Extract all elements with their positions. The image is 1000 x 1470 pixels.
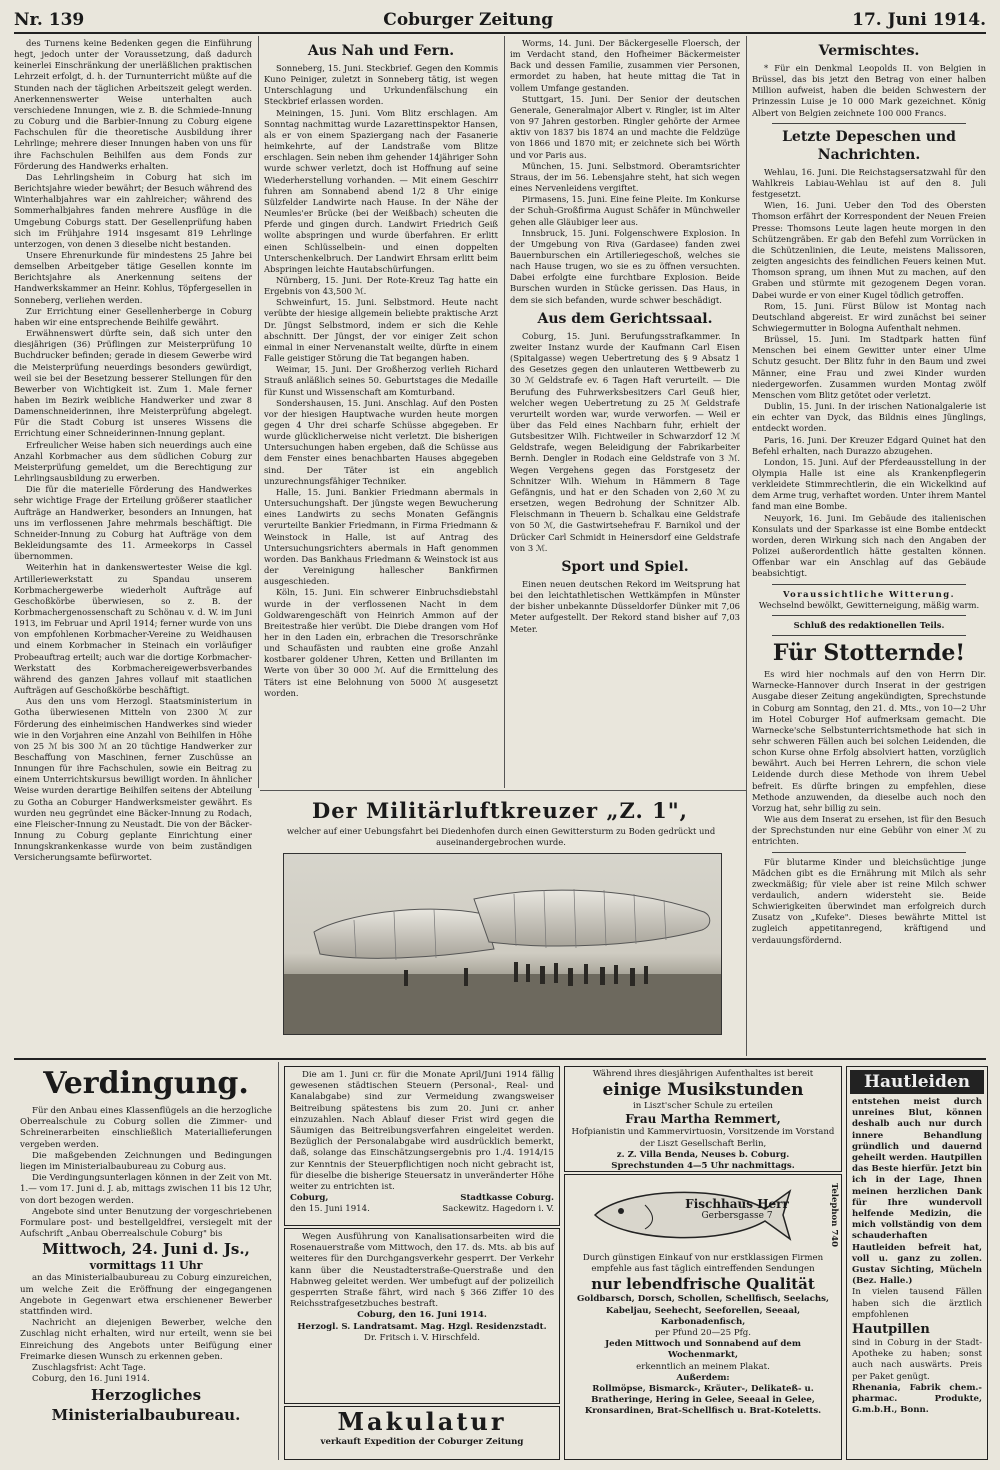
- ad-date: Mittwoch, 24. Juni d. Js.,: [42, 1240, 250, 1259]
- newspaper-title: Coburger Zeitung: [383, 10, 554, 30]
- feature-caption: welcher auf einer Uebungsfahrt bei Diedenhofen durch einen Gewittersturm zu Boden gedrückt und auseinandergebrochen wurde.: [286, 826, 716, 847]
- ad-time: vormittags 11 Uhr: [89, 1259, 203, 1273]
- divider: [772, 615, 966, 616]
- article-paragraph: Zur Errichtung einer Gesellenherberge in Coburg haben wir eine entsprechende Beihilfe gewährt.: [14, 305, 252, 327]
- column-rule: [258, 36, 259, 788]
- ad-hours: Sprechstunden 4—5 Uhr nachmittags.: [611, 1161, 795, 1172]
- ad-paragraph: In vielen tausend Fällen haben sich die ärztlich empfohlenen: [852, 1287, 982, 1320]
- ad-paragraph: Für den Anbau eines Klassenflügels an die herzogliche Oberrealschule zu Coburg sollen die Zimmer- und Schreinerarbeiten einschließlich Materiallieferungen vergeben werden.: [20, 1106, 272, 1150]
- ad-footer: [290, 1204, 554, 1215]
- article-paragraph: Unsere Ehrenurkunde für mindestens 25 Jahre bei demselben Arbeitgeber tätige Gesellen konnte im Berichtsjahre als Anerkennung seitens der Handwerkskammer an Heinr. Kohlus, Töpfergesellen in Sonneberg, verliehen werden.: [14, 249, 252, 305]
- ad-line: Rollmöpse, Bismarck-, Kräuter-, Delikateß- u. Bratheringe, Hering in Gelee, Seeaal in Gelee, Kronsardinen, Brat-Schellfisch u. Brat-Koteletts.: [584, 1384, 822, 1417]
- notice-paragraph: Es wird hier nochmals auf den von Herrn Dir. Warnecke-Hannover durch Inserat in der gestrigen Ausgabe dieser Zeitung angekündigten, Sprechstunde in Coburg am Sonntag, den 21. d. Mts., von 10—2 Uhr im Hotel Coburger Hof aufmerksam gemacht. Die Warnecke'sche Selbstunterrichtsmethode hat sich in sehr schweren Fällen auch bei solchen Leidenden, die schon Kurse ohne Erfolg absolviert hatten, vorzüglich bewährt. Auch bei Herren Lehrern, die schon viele Leidende durch diese Methode von ihrem Uebel befreit. Es dürfte bringen zu empfehlen, diese Methode anzuwenden, da dieselbe auch noch den Vorzug hat, sehr billig zu sein.: [752, 669, 986, 813]
- ad-sign: Sackewitz. Hagedorn i. V.: [442, 1204, 554, 1215]
- ad-line: Jeden Mittwoch und Sonnabend auf dem Wochenmarkt,: [605, 1339, 801, 1361]
- article-paragraph: Weiterhin hat in dankenswertester Weise die kgl. Artilleriewerkstatt zu Spandau unserem Korbmachergewerbe wiederholt Aufträge auf Geschoßkörbe überwiesen, so z. B. der Korbmachergenossenschaft zu Schönau v. d. W. im Juni 1913, im Februar und April 1914; ferner wurde von uns von empfohlenen Korbmacher-Vereine zu Weidhausen und einem Korbmacher in Steinach ein vorläufiger Probeauftrag erteilt; auch war die dortige Korbmacher-Werkstatt des Korbmachereigewerbsverbandes während des ganzen Jahres vollauf mit staatlichen Aufträgen auf Geschoßkörbe beschäftigt.: [14, 562, 252, 696]
- news-item: Halle, 15. Juni. Bankier Friedmann abermals in Untersuchungshaft. Der jüngste wegen Bewucherung eines Landwirts zu sechs Monaten Gefängnis verurteilte Bankier Friedmann, in Firma Friedmann & Weinstock in Halle, ist auf Antrag des Untersuchungsrichters abermals in Haft genommen worden. Das Bankhaus Friedmann & Weinstock ist aus der Vereinigung hallescher Bankfirmen ausgeschieden.: [264, 486, 498, 587]
- ad-hautleiden: [846, 1066, 988, 1460]
- zeppelin-wreck-illustration: [284, 854, 721, 1034]
- news-item: Pirmasens, 15. Juni. Eine feine Pleite. Im Konkurse der Schuh-Großfirma August Schäfer in Münchweiler gehen alle Gläubiger leer aus.: [510, 194, 740, 227]
- news-item: Wien, 16. Juni. Ueber den Tod des Obersten Thomson erfährt der Korrespondent der Neuen Freien Presse: Thomsons Leute lagen heute morgen in den Schützengräben. Er gab den Befehl zum Vorrücken in die Schützenlinien, die Leute, meistens Malissoren, zeigten angesichts des feindlichen Feuers keinen Mut. Thomson sprang, um ihnen Mut zu machen, auf den Graben und stürmte mit gezogenem Degen voran. Dabei wurde er von einer Kugel tödlich getroffen.: [752, 200, 986, 300]
- news-item: * Für ein Denkmal Leopolds II. von Belgien in Brüssel, das bis jetzt den Betrag von einer halben Million aufweist, haben die beiden Schwestern der Prinzessin Luise je 10 000 Mark gezeichnet. König Albert von Belgien zeichnete 100 000 Francs.: [752, 63, 986, 118]
- shop-phone: Telephon 740: [829, 1183, 839, 1248]
- masthead: [14, 8, 986, 34]
- divider: [772, 852, 966, 853]
- court-item: Coburg, 15. Juni. Berufungsstrafkammer. In zweiter Instanz wurde der Kaufmann Carl Eisen (Spitalgasse) wegen Uebertretung des § 9 Absatz 1 des Gesetzes gegen den unlauteren Wettbewerb zu 30 ℳ Geldstrafe ev. 6 Tagen Haft verurteilt. — Die Berufung des Fuhrwerksbesitzers Carl Geuß hier, welcher wegen Uebertretung zu 25 ℳ Geldstrafe verurteilt worden war, wurde verworfen. — Weil er über das Feld eines Nachbarn fuhr, erhielt der Gutsbesitzer Wilh. Fichtweiler in Schwarzdorf 12 ℳ Geldstrafe, wegen Beleidigung der Fabrikarbeiter Bernh. Dengler in Rodach eine Geldstrafe von 3 ℳ. Wegen Vergehens gegen das Forstgesetz der Schnitzer Wilh. Wiehum in Hämmern 8 Tage Gefängnis, und hat er den Schaden von 2,60 ℳ zu ersetzen, wegen Bedrohung der Schnitzer Alb. Fleischmann in Theuern b. Schalkau eine Geldstrafe von 50 ℳ, die Gastwirtsehefrau F. Barnikol und der Drücker Carl Schmidt in Heinersdorf eine Geldstrafe von 3 ℳ.: [510, 330, 740, 553]
- ad-date: den 15. Juni 1914.: [290, 1204, 370, 1215]
- ad-name: Frau Martha Remmert,: [625, 1112, 781, 1127]
- news-item: Wehlau, 16. Juni. Die Reichstagsersatzwahl für den Wahlkreis Labiau-Wehlau ist auf den 8. Juli festgesetzt.: [752, 166, 986, 200]
- column-1: [14, 38, 252, 1054]
- issue-date: 17. Juni 1914.: [852, 10, 986, 30]
- ad-line: Durch günstigen Einkauf von nur erstklassigen Firmen empfehle aus fast täglich eintreffenden Sendungen: [582, 1253, 824, 1275]
- news-item: Rom, 15. Juni. Fürst Bülow ist Montag nach Deutschland abgereist. Er wird zunächst bei seiner Schwiegermutter in Bologna Aufenthalt nehmen.: [752, 300, 986, 333]
- news-item: London, 15. Juni. Auf der Pferdeausstellung in der Olympia Halle ist eine als Krankenpflegerin verkleidete Stimmrechtlerin, die ein Wickelkind auf dem Arme trug, verhaftet worden. Unter ihrem Mantel fand man eine Bombe.: [752, 456, 986, 512]
- notice-paragraph: Für blutarme Kinder und bleichsüchtige junge Mädchen gibt es die Ernährung mit Milch als sehr zweckmäßig; für viele aber ist reine Milch schwer verdaulich, andern widersteht sie. Beide Schwierigkeiten überwindet man erfolgreich durch Zusatz von „Kufeke". Dieses bewährte Mittel ist zugleich appetitanregend, kräftigend und verdauungsfördernd.: [752, 856, 986, 945]
- column-4: [752, 38, 986, 1054]
- ad-line: Außerdem:: [676, 1372, 730, 1383]
- weather-text: Wechselnd bewölkt, Gewitterneigung, mäßig warm.: [758, 599, 980, 610]
- ad-date: Coburg, den 16. Juni 1914.: [357, 1310, 487, 1321]
- zeppelin-photo: [283, 853, 722, 1035]
- news-item: Weimar, 15. Juni. Der Großherzog verlieh Richard Strauß anläßlich seines 50. Geburtstages die Medaille für Kunst und Wissenschaft am Komturband.: [264, 364, 498, 397]
- divider: [772, 123, 966, 124]
- ad-steuern: [284, 1066, 560, 1226]
- ad-paragraph: Die maßgebenden Zeichnungen und Bedingungen liegen im Ministerialbaubureau zu Coburg aus.: [20, 1150, 272, 1173]
- ads-rule: [14, 1058, 986, 1060]
- ad-sign: Dr. Fritsch i. V. Hirschfeld.: [363, 1332, 480, 1343]
- ad-paragraph: Wegen Ausführung von Kanalisationsarbeiten wird die Rosenauerstraße vom Mittwoch, den 17. ds. Mts. ab bis auf weiteres für den Durchgangsverkehr gesperrt. Der Verkehr kann über die Neustadterstraße-Querstraße und den Habnweg geleitet werden. Wer umbefugt auf der polizeilich gesperrten Straße fährt, wird nach § 366 Ziffer 10 des Reichsstrafgesetzbuches bestraft.: [290, 1232, 554, 1310]
- ad-fischhaus: [564, 1174, 842, 1460]
- feature-rule: [260, 790, 746, 791]
- ad-makulatur: [284, 1406, 560, 1460]
- article-paragraph: Erfreulicher Weise haben sich neuerdings auch eine Anzahl Korbmacher aus dem südlichen Coburg zur Meisterprüfung gemeldet, um die Berechtigung zur Lehrlingsausbildung zu erwerben.: [14, 439, 252, 484]
- ad-paragraph: entstehen meist durch unreines Blut, können deshalb auch nur durch innere Behandlung gründlich und dauernd geheilt werden. Hautpillen das Beste hierfür. Jetzt bin ich in der Lage, Ihnen meinen herzlichen Dank für Ihre wundervoll helfende Medizin, die mich vollständig von dem schauderhaften Hautleiden befreit hat, voll u. ganz zu zollen. Gustav Sichting, Mücheln (Bez. Halle.): [852, 1097, 982, 1287]
- ad-verdingung: [14, 1062, 279, 1460]
- ad-title: Makulatur: [337, 1407, 507, 1436]
- news-item: Brüssel, 15. Juni. Im Stadtpark hatten fünf Menschen bei einem Gewitter unter einer Ulme Schutz gesucht. Der Blitz fuhr in den Baum und zwei Männer, eine Frau und zwei Kinder wurden niedergeworfen. Zusammen wurden Montag zwölf Menschen vom Blitz getötet oder verletzt.: [752, 334, 986, 400]
- ad-price: per Pfund 20—25 Pfg.: [654, 1328, 752, 1339]
- news-item: München, 15. Juni. Selbstmord. Oberamtsrichter Straus, der im 56. Lebensjahre steht, hat sich wegen eines Nervenleidens vergiftet.: [510, 160, 740, 194]
- column-rule: [746, 36, 747, 1056]
- section-heading-vermischtes: Vermischtes.: [818, 43, 920, 59]
- divider: [772, 635, 966, 636]
- notice-paragraph: Wie aus dem Inserat zu ersehen, ist für den Besuch der Sprechstunden nur eine Gebühr von einer ℳ zu entrichten.: [752, 814, 986, 847]
- article-paragraph: Das Lehrlingsheim in Coburg hat sich im Berichtsjahre wieder bewährt; der Besuch während des Winterhalbjahres war ein zahlreicher; während des Sommerhalbjahres fanden mehrere Ausflüge in die Umgebung Coburgs statt. Der Gesellenprüfung haben sich im Frühjahre 1914 insgesamt 819 Lehrlinge unterzogen, von denen 3 dieselbe nicht bestanden.: [14, 171, 252, 249]
- editorial-end-note: Schluß des redaktionellen Teils.: [793, 619, 945, 630]
- ad-line: Hofpianistin und Kammervirtuosin, Vorsitzende im Vorstand der Liszt Gesellschaft Berlin,: [571, 1127, 835, 1149]
- ad-title: Hautleiden: [850, 1070, 984, 1094]
- article-paragraph: Die für die materielle Förderung des Handwerkes sehr wichtige Frage der Erteilung größerer staatlicher Aufträge an Handwerker, besonders an Innungen, hat uns im verflossenen Jahre mehrmals beschäftigt. Die Schneider-Innung zu Coburg hat Aufträge von dem Bekleidungsamte des 11. Armeekorps in Cassel übernommen.: [14, 484, 252, 562]
- column-2: [264, 38, 498, 786]
- news-item: Paris, 16. Juni. Der Kreuzer Edgard Quinet hat den Befehl erhalten, nach Durazzo abzugehen.: [752, 434, 986, 456]
- column-rule: [504, 36, 505, 788]
- ad-title: nur lebendfrische Qualität: [591, 1275, 815, 1294]
- ad-paragraph: Zuschlagsfrist: Acht Tage.: [32, 1363, 146, 1374]
- section-heading-gerichtssaal: Aus dem Gerichtssaal.: [537, 310, 713, 327]
- section-heading-aus-nah-und-fern: Aus Nah und Fern.: [307, 43, 455, 59]
- news-item: Meiningen, 15. Juni. Vom Blitz erschlagen. Am Sonntag nachmittag wurde Lazarettinspektor Hansen, als er von einem Spaziergang nach der Fasanerie heimkehrte, auf der Landstraße vom Blitze erschlagen. Sein neben ihm gehender 14jähriger Sohn wurde schwer verletzt, doch ist Hoffnung auf seine Wiederherstellung vorhanden. — Mit einem Geschirr fuhren am Sonnabend abend 1/2 8 Uhr einige Sülzfelder Landwirte nach Hause. In der Nähe der Neumles'er Brücke (bei der Weißbach) scheuten die Pferde und gingen durch. Landwirt Friedrich Geiß wollte abspringen und wurde überfahren. Er erlitt einen Schlüsselbein- und einen doppelten Unterschenkelbruch. Der Landwirt Ehrsam erlitt beim Abspringen leichte Hautabschürfungen.: [264, 107, 498, 274]
- section-heading-depeschen: Letzte Depeschen und Nachrichten.: [782, 128, 956, 163]
- ad-address: z. Z. Villa Benda, Neuses b. Coburg.: [616, 1149, 790, 1160]
- ad-sign: Herzogl. S. Landratsamt. Mag. Hzgl. Residenzstadt.: [297, 1321, 547, 1332]
- ad-line: verkauft Expedition der Coburger Zeitung: [320, 1437, 524, 1447]
- ad-paragraph: sind in Coburg in der Stadt-Apotheke zu haben; sonst auch nach auswärts. Preis per Paket genügt.: [852, 1338, 982, 1382]
- news-item: Nürnberg, 15. Juni. Der Rote-Kreuz Tag hatte ein Ergebnis von 43,500 ℳ.: [264, 274, 498, 297]
- divider: [772, 584, 966, 585]
- ad-body: [14, 1106, 278, 1425]
- ad-paragraph: Die am 1. Juni cr. für die Monate April/Juni 1914 fällig gewesenen städtischen Steuern (Personal-, Real- und Kanalabgabe) sind zur Vermeidung zwangsweiser Beitreibung spätestens bis zum 20. Juni cr. anher einzuzahlen. Nach Ablauf dieser Frist wird gegen die Säumigen das Beitreibungsverfahren eingeleitet werden. Bezüglich der Personalabgabe wird ausdrücklich bemerkt, daß, solange das Einschätzungsergebnis pro 1./4. 1914/15 zur Kenntnis der Steuerpflichtigen noch nicht gebracht ist, für dieselbe die bisherige Steuersatz in unveränderter Höhe weiter zu entrichten ist.: [290, 1070, 554, 1193]
- ad-line: in Liszt'scher Schule zu erteilen: [633, 1101, 773, 1112]
- issue-number: Nr. 139: [14, 10, 85, 30]
- shop-name: Fischhaus Herr: [685, 1197, 789, 1211]
- news-item: Sonneberg, 15. Juni. Steckbrief. Gegen den Kommis Kuno Peiniger, zuletzt in Sonneberg tätig, ist wegen Unterschlagung und Urkundenfälschung ein Steckbrief erlassen worden.: [264, 63, 498, 107]
- section-heading-stotternde: Für Stotternde!: [772, 640, 966, 667]
- ad-footer: [290, 1193, 554, 1204]
- news-item: Stuttgart, 15. Juni. Der Senior der deutschen Generale, Generalmajor Albert v. Ringler, ist im Alter von 97 Jahren gestorben. Ringler gehörte der Armee aktiv von 1837 bis 1874 an und machte die Feldzüge von 1866 und 1870 mit; er zeichnete sich bei Wörth und vor Paris aus.: [510, 93, 740, 160]
- ad-title: Verdingung.: [43, 1066, 249, 1101]
- ad-place: Coburg,: [290, 1193, 329, 1204]
- ad-paragraph: Angebote sind unter Benutzung der vorgeschriebenen Formulare post- und bestellgeldfrei, versiegelt mit der Aufschrift „Anbau Oberrealschule Coburg" bis: [20, 1206, 272, 1240]
- ad-paragraph: Nachricht an diejenigen Bewerber, welche den Zuschlag nicht erhalten, wird nur erteilt, wenn sie bei Einreichung des Angebots unter Beifügung einer Freimarke diesen Wunsch zu erkennen geben.: [20, 1318, 272, 1362]
- news-item: Dublin, 15. Juni. In der irischen Nationalgalerie ist ein echter van Dyck, das Bildnis eines Jünglings, entdeckt worden.: [752, 401, 986, 434]
- ad-paragraph: an das Ministerialbaubureau zu Coburg einzureichen, um welche Zeit die Eröffnung der eingegangenen Angebote in Gegenwart etwa erschienener Bewerber stattfinden wird.: [20, 1273, 272, 1318]
- fish-shop-label: [685, 1197, 789, 1221]
- news-item: Schweinfurt, 15. Juni. Selbstmord. Heute nacht verübte der hiesige allgemein beliebte praktische Arzt Dr. Jüngst Selbstmord, indem er sich die Kehle abschnitt. Der Jüngst, der vor einiger Zeit schon einmal in einer Nervenanstalt weilte, dürfte in einem Falle geistiger Störung die Tat begangen haben.: [264, 297, 498, 364]
- ad-title-2: Hautpillen: [852, 1322, 930, 1338]
- ad-paragraph: Coburg, den 16. Juni 1914.: [32, 1374, 150, 1385]
- ad-line: Goldbarsch, Dorsch, Schollen, Schellfisch, Seelachs, Kabeljau, Seehecht, Seeforellen, Seeaal, Karbonadenfisch,: [577, 1294, 829, 1327]
- column-3: [510, 38, 740, 786]
- article-paragraph: des Turnens keine Bedenken gegen die Einführung hegt, jedoch unter der Voraussetzung, daß dadurch keinerlei Einschränkung der unerläßlichen praktischen Lehrzeit erfolgt, d. h. der Turnunterricht müßte auf die Stunden nach der täglichen Arbeitszeit gelegt werden. Anerkennenswerter Weise unterhalten auch verschiedene Innungen, wie z. B. die Schmiede-Innung zu Coburg und die Barbier-Innung zu Coburg eigene Fachschulen für die theoretische Ausbildung ihrer Lehrlinge; mehrere dieser Innungen haben von uns für ihre Fachschulen Beihilfen aus dem Fonds zur Förderung des Handwerks erhalten.: [14, 38, 252, 171]
- article-paragraph: Aus den uns vom Herzogl. Staatsministerium in Gotha überwiesenen Mitteln von 2300 ℳ zur Förderung des einheimischen Handwerkes sind wieder wie in den Vorjahren eine Anzahl von Beihilfen in Höhe von 25 ℳ bis 300 ℳ an 20 tüchtige Handwerker zur Beschaffung von Maschinen, ferner Zuschüsse an Innungen für ihre Fachschulen, sowie ein Beitrag zu einem Unterrichtskursus bewilligt worden. In ähnlicher Weise wurden derartige Beihilfen seitens der Abteilung zu Gotha an Coburger Handwerksmeister gewährt. Es wurden neu gegründet eine Bäcker-Innung zu Rodach, eine Fleischer-Innung zu Neustadt. Die von der Bäcker-Innung zu Coburg geplante Einrichtung einer Innungskrankenkasse wurde von beim zuständigen Versicherungsamte befürwortet.: [14, 696, 252, 863]
- ad-signature: Herzogliches Ministerialbaubureau.: [51, 1386, 241, 1425]
- news-item: Köln, 15. Juni. Ein schwerer Einbruchsdiebstahl wurde in der verflossenen Nacht in dem Goldwarengeschäft von Heinrich Ammon auf der Breitestraße hier verübt. Die Diebe drangen vom Hof her in den Laden ein, erbrachen die Tresorschränke und Schaufästen und raubten eine große Anzahl kostbarer goldener Uhren, Ketten und Brillanten im Werte von über 30 000 ℳ. Auf die Ermittelung des Täters ist eine Belohnung von 5000 ℳ ausgesetzt worden.: [264, 587, 498, 698]
- ad-paragraph: Die Verdingungsunterlagen können in der Zeit von Mt. 1.— vom 17. Juni d. J. ab, mittags zwischen 11 bis 12 Uhr, von dort bezogen werden.: [20, 1173, 272, 1206]
- news-item: Neuyork, 16. Juni. Im Gebäude des italienischen Konsulats und der Sparkasse ist eine Bombe entdeckt worden, deren Wirkung sich nach den Angaben der Polizei außerordentlich hätte gestalten können. Offenbar war ein Anschlag auf das Gebäude beabsichtigt.: [752, 512, 986, 579]
- shop-street: Gerbersgasse 7: [701, 1211, 773, 1221]
- ad-title: einige Musikstunden: [602, 1080, 804, 1101]
- weather-title: Voraussichtliche Witterung.: [782, 588, 956, 599]
- feature-title: Der Militärluftkreuzer „Z. 1",: [312, 798, 688, 823]
- ad-sign: Stadtkasse Coburg.: [460, 1193, 554, 1204]
- news-item: Sondershausen, 15. Juni. Anschlag. Auf den Posten vor der hiesigen Hauptwache wurden heute morgen gegen 4 Uhr drei scharfe Schüsse abgegeben. Er wurde glücklicherweise nicht verletzt. Die bisherigen Untersuchungen haben ergeben, daß die Schüsse aus dem Fenster eines benachbarten Hauses abgegeben sind. Der Täter ist ein angeblich unzurechnungsfähiger Techniker.: [264, 397, 498, 486]
- ad-musikstunden: [564, 1066, 842, 1172]
- article-paragraph: Erwähnenswert dürfte sein, daß sich unter den diesjährigen (36) Prüflingen zur Meisterprüfung 10 Buchdrucker befinden; gerade in diesem Gewerbe wird die Meisterprüfung neuerdings besonders gewürdigt, weil sie bei der Besetzung besserer Stellungen für den Bewerber von Wichtigkeit ist. Zum 1. Male ferner haben im Bezirk weibliche Handwerker und zwar 8 Damenschneiderinnen, ihre Meisterprüfung abgelegt. Für die Stadt Coburg ist unseres Wissens die Errichtung einer Schneiderinnen-Innung geplant.: [14, 328, 252, 439]
- news-item: Worms, 14. Juni. Der Bäckergeselle Floersch, der im Verdacht stand, den Hofheimer Bäckermeister Back und dessen Familie, zusammen vier Personen, ermordet zu haben, hat heute mittag die Tat in vollem Umfange gestanden.: [510, 38, 740, 93]
- ad-line: erkenntlich an meinem Plakat.: [636, 1361, 770, 1372]
- news-item: Innsbruck, 15. Juni. Folgenschwere Explosion. In der Umgebung von Riva (Gardasee) fanden zwei Bauernburschen ein Artilleriegeschoß, welches sie nach Hause trugen, wo sie es zu öffnen versuchten. Dabei erfolgte eine furchtbare Explosion. Beide Burschen wurden in Stücke gerissen. Das Haus, in dem sie sich befanden, wurde schwer beschädigt.: [510, 227, 740, 305]
- ad-kanalisation: [284, 1228, 560, 1404]
- sport-item: Einen neuen deutschen Rekord im Weitsprung hat bei den leichtathletischen Wettkämpfen in Münster der bisher unbekannte Düsseldorfer Dünker mit 7,06 Meter aufgestellt. Der Rekord stand bisher auf 7,03 Meter.: [510, 578, 740, 634]
- ad-line: Während ihres diesjährigen Aufenthaltes ist bereit: [592, 1069, 814, 1079]
- section-heading-sport: Sport und Spiel.: [561, 558, 689, 575]
- ad-firm: Rhenania, Fabrik chem.-pharmac. Produkte, G.m.b.H., Bonn.: [852, 1382, 982, 1416]
